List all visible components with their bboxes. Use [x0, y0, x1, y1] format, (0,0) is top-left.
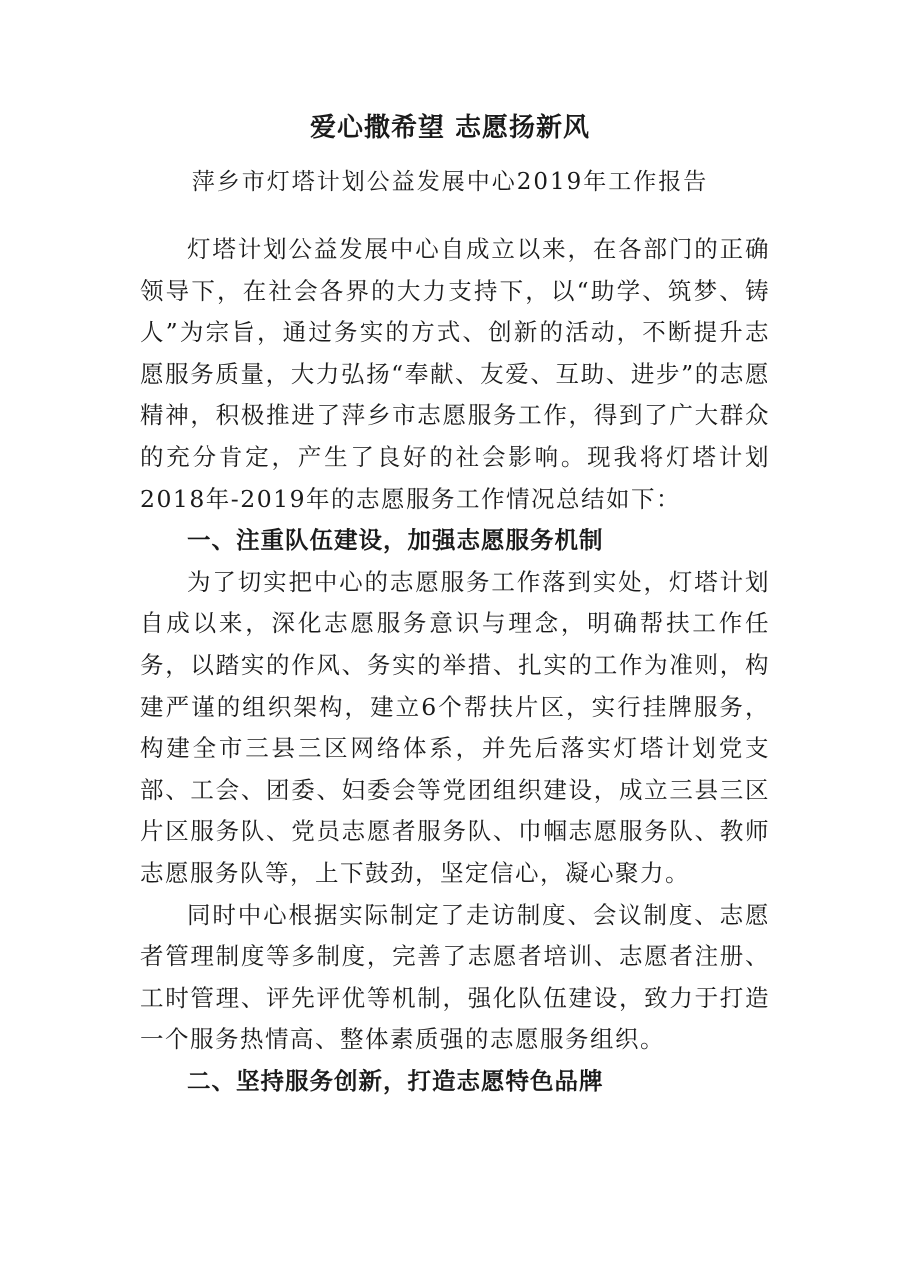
document-body	[140, 229, 770, 1102]
section-2-heading: 二、坚持服务创新，打造志愿特色品牌	[187, 1066, 604, 1095]
intro-paragraph: 灯塔计划公益发展中心自成立以来，在各部门的正确领导下，在社会各界的大力支持下，以“助学、筑梦、铸人”为宗旨，通过务实的方式、创新的活动，不断提升志愿服务质量，大力弘扬“奉献、友爱、互助、进步”的志愿精神，积极推进了萍乡市志愿服务工作，得到了广大群众的充分肯定，产生了良好的社会影响。现我将灯塔计划2018年-2019年的志愿服务工作情况总结如下：	[140, 235, 770, 513]
document-subtitle: 萍乡市灯塔计划公益发展中心2019年工作报告	[191, 169, 709, 195]
section-1-paragraph-1: 为了切实把中心的志愿服务工作落到实处，灯塔计划自成以来，深化志愿服务意识与理念，明确帮扶工作任务，以踏实的作风、务实的举措、扎实的工作为准则，构建严谨的组织架构，建立6个帮扶片区，实行挂牌服务，构建全市三县三区网络体系，并先后落实灯塔计划党支部、工会、团委、妇委会等党团组织建设，成立三县三区片区服务队、党员志愿者服务队、巾帼志愿服务队、教师志愿服务队等，上下鼓劲，坚定信心，凝心聚力。	[140, 567, 770, 887]
document-title: 爱心撒希望 志愿扬新风	[309, 113, 591, 143]
section-1-heading: 一、注重队伍建设，加强志愿服务机制	[187, 526, 604, 555]
section-1-paragraph-2: 同时中心根据实际制定了走访制度、会议制度、志愿者管理制度等多制度，完善了志愿者培训、志愿者注册、工时管理、评先评优等机制，强化队伍建设，致力于打造一个服务热情高、整体素质强的志愿服务组织。	[140, 900, 770, 1054]
